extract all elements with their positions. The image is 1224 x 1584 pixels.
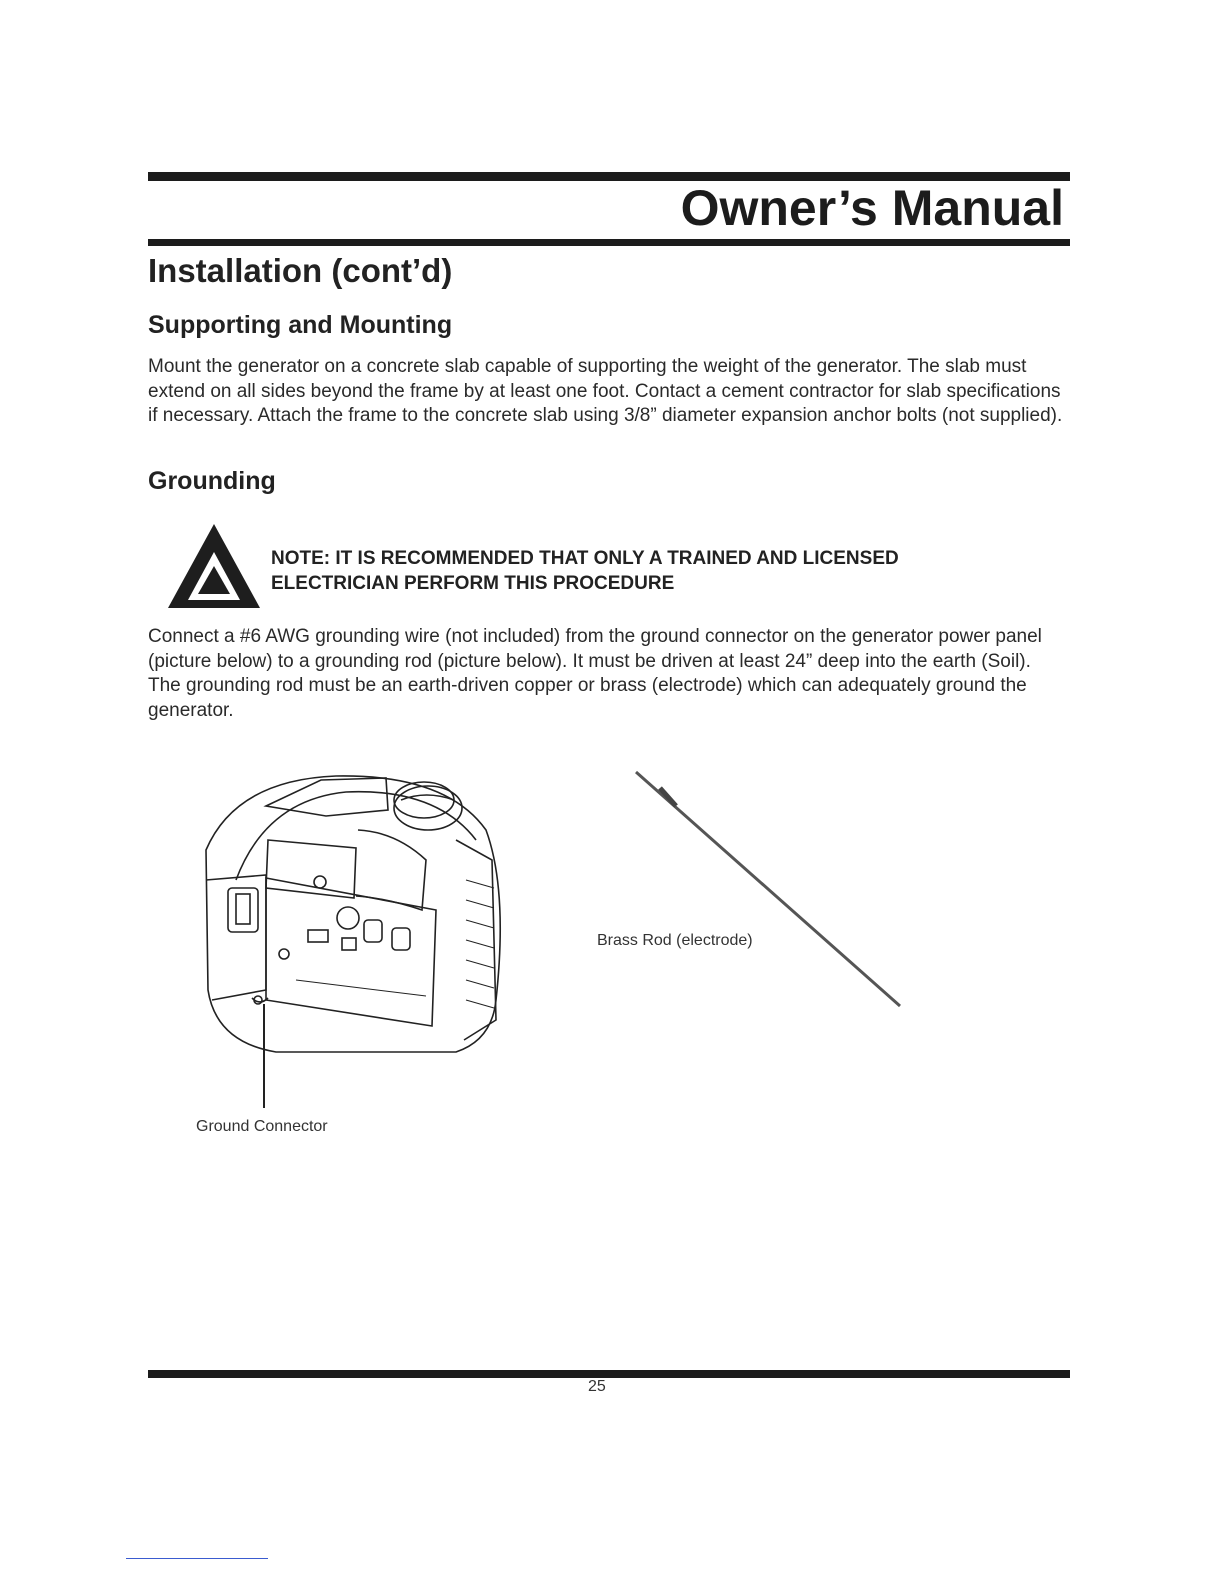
document-title: Owner’s Manual <box>680 180 1064 236</box>
footer-rule <box>148 1370 1070 1378</box>
grounding-note-line-1: NOTE: IT IS RECOMMENDED THAT ONLY A TRAINED AND LICENSED <box>271 548 899 569</box>
grounding-heading: Grounding <box>148 467 276 495</box>
supporting-heading: Supporting and Mounting <box>148 311 453 339</box>
grounding-note-line-2: ELECTRICIAN PERFORM THIS PROCEDURE <box>271 573 675 594</box>
ground-connector-label: Ground Connector <box>196 1118 328 1135</box>
grounding-note <box>271 546 1051 596</box>
section-title: Installation (cont’d) <box>148 252 453 289</box>
supporting-paragraph: Mount the generator on a concrete slab capable of supporting the weight of the generator. The slab must extend on all sides beyond the frame by at least one foot. Contact a cement contractor for slab specifications if necessary. Attach the frame to the concrete slab using 3/8” diameter expansion anchor bolts (not supplied). <box>148 356 1063 426</box>
title-underline-rule <box>148 239 1070 246</box>
brass-rod-label: Brass Rod (electrode) <box>597 932 753 949</box>
footnote-rule <box>126 1558 268 1559</box>
brass-rod-illustration <box>630 766 910 1016</box>
grounding-paragraph: Connect a #6 AWG grounding wire (not included) from the ground connector on the generator power panel (picture below) to a grounding rod (picture below). It must be driven at least 24” deep into the earth (Soil). The grounding rod must be an earth-driven copper or brass (electrode) which can adequately ground the generator. <box>148 626 1042 721</box>
page-number: 25 <box>588 1378 606 1395</box>
warning-triangle-icon <box>166 522 262 610</box>
generator-illustration <box>196 770 506 1110</box>
